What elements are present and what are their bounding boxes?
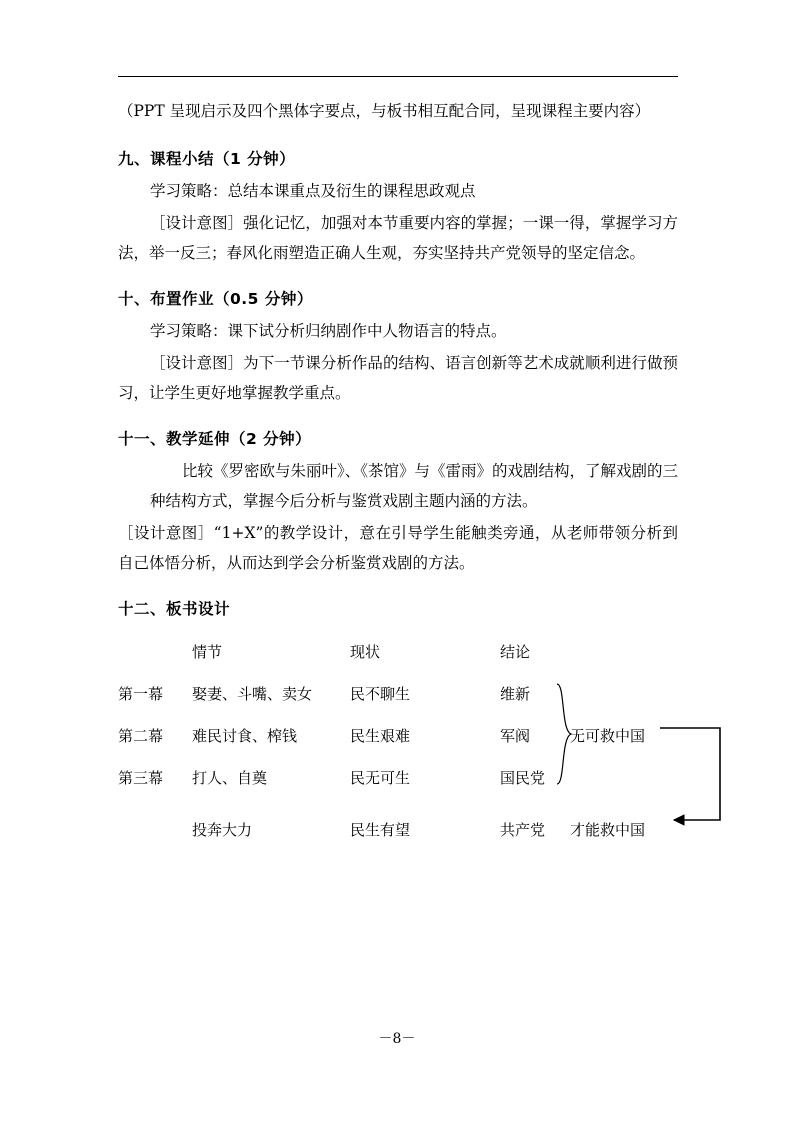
- board-row-plot-1: 娶妻、斗嘴、卖女: [192, 685, 313, 703]
- section-heading-10: 十、布置作业（0.5 分钟）: [118, 290, 313, 308]
- section-9-paragraph-2: ［设计意图］强化记忆，加强对本节重要内容的掌握；一课一得，掌握学习方法，举一反三；春风化雨塑造正确人生观，夯实坚持共产党领导的坚定信念。: [118, 214, 678, 262]
- board-final-state: 民生有望: [350, 821, 411, 839]
- board-row-label-1: 第一幕: [118, 685, 164, 703]
- flow-arrow-icon: [658, 724, 768, 834]
- board-summary-positive: 才能救中国: [570, 821, 646, 839]
- board-final-conclusion: 共产党: [500, 821, 546, 839]
- header-divider: [118, 76, 678, 77]
- section-heading-11: 十一、教学延伸（2 分钟）: [118, 430, 312, 448]
- board-row-label-2: 第二幕: [118, 727, 164, 745]
- board-column-header-plot: 情节: [192, 643, 223, 661]
- section-9-paragraph-1: 学习策略：总结本课重点及衍生的课程思政观点: [150, 182, 476, 200]
- board-row-label-3: 第三幕: [118, 769, 164, 787]
- section-11-paragraph-2: ［设计意图］“1+X”的教学设计，意在引导学生能触类旁通，从老师带领分析到自己体悟分析，从而达到学会分析鉴赏戏剧的方法。: [118, 524, 678, 572]
- section-heading-9: 九、课程小结（1 分钟）: [118, 150, 296, 168]
- document-content: [118, 96, 678, 848]
- board-row-state-3: 民无可生: [350, 769, 411, 787]
- board-row-plot-3: 打人、自奠: [192, 769, 268, 787]
- board-summary-negative: 无可救中国: [570, 727, 646, 745]
- intro-note: （PPT 呈现启示及四个黑体字要点，与板书相互配合同，呈现课程主要内容）: [118, 102, 651, 120]
- board-row-plot-2: 难民讨食、榨钱: [192, 727, 298, 745]
- board-row-state-2: 民生艰难: [350, 727, 411, 745]
- section-10-paragraph-2: ［设计意图］为下一节课分析作品的结构、语言创新等艺术成就顺利进行做预习，让学生更好地掌握教学重点。: [118, 354, 678, 402]
- board-row-conclusion-2: 军阀: [500, 727, 531, 745]
- board-column-header-state: 现状: [350, 643, 381, 661]
- board-row-conclusion-3: 国民党: [500, 769, 546, 787]
- blackboard-design-table: [118, 638, 678, 848]
- section-heading-12: 十二、板书设计: [118, 600, 231, 618]
- board-row-conclusion-1: 维新: [500, 685, 531, 703]
- section-11-paragraph-1: 比较《罗密欧与朱丽叶》、《茶馆》与《雷雨》的戏剧结构，了解戏剧的三种结构方式，掌握今后分析与鉴赏戏剧主题内涵的方法。: [150, 462, 679, 510]
- board-final-plot: 投奔大力: [192, 821, 253, 839]
- section-10-paragraph-1: 学习策略：课下试分析归纳剧作中人物语言的特点。: [150, 322, 507, 340]
- board-column-header-conclusion: 结论: [500, 643, 531, 661]
- page-number: －8－: [378, 1031, 416, 1047]
- board-row-state-1: 民不聊生: [350, 685, 411, 703]
